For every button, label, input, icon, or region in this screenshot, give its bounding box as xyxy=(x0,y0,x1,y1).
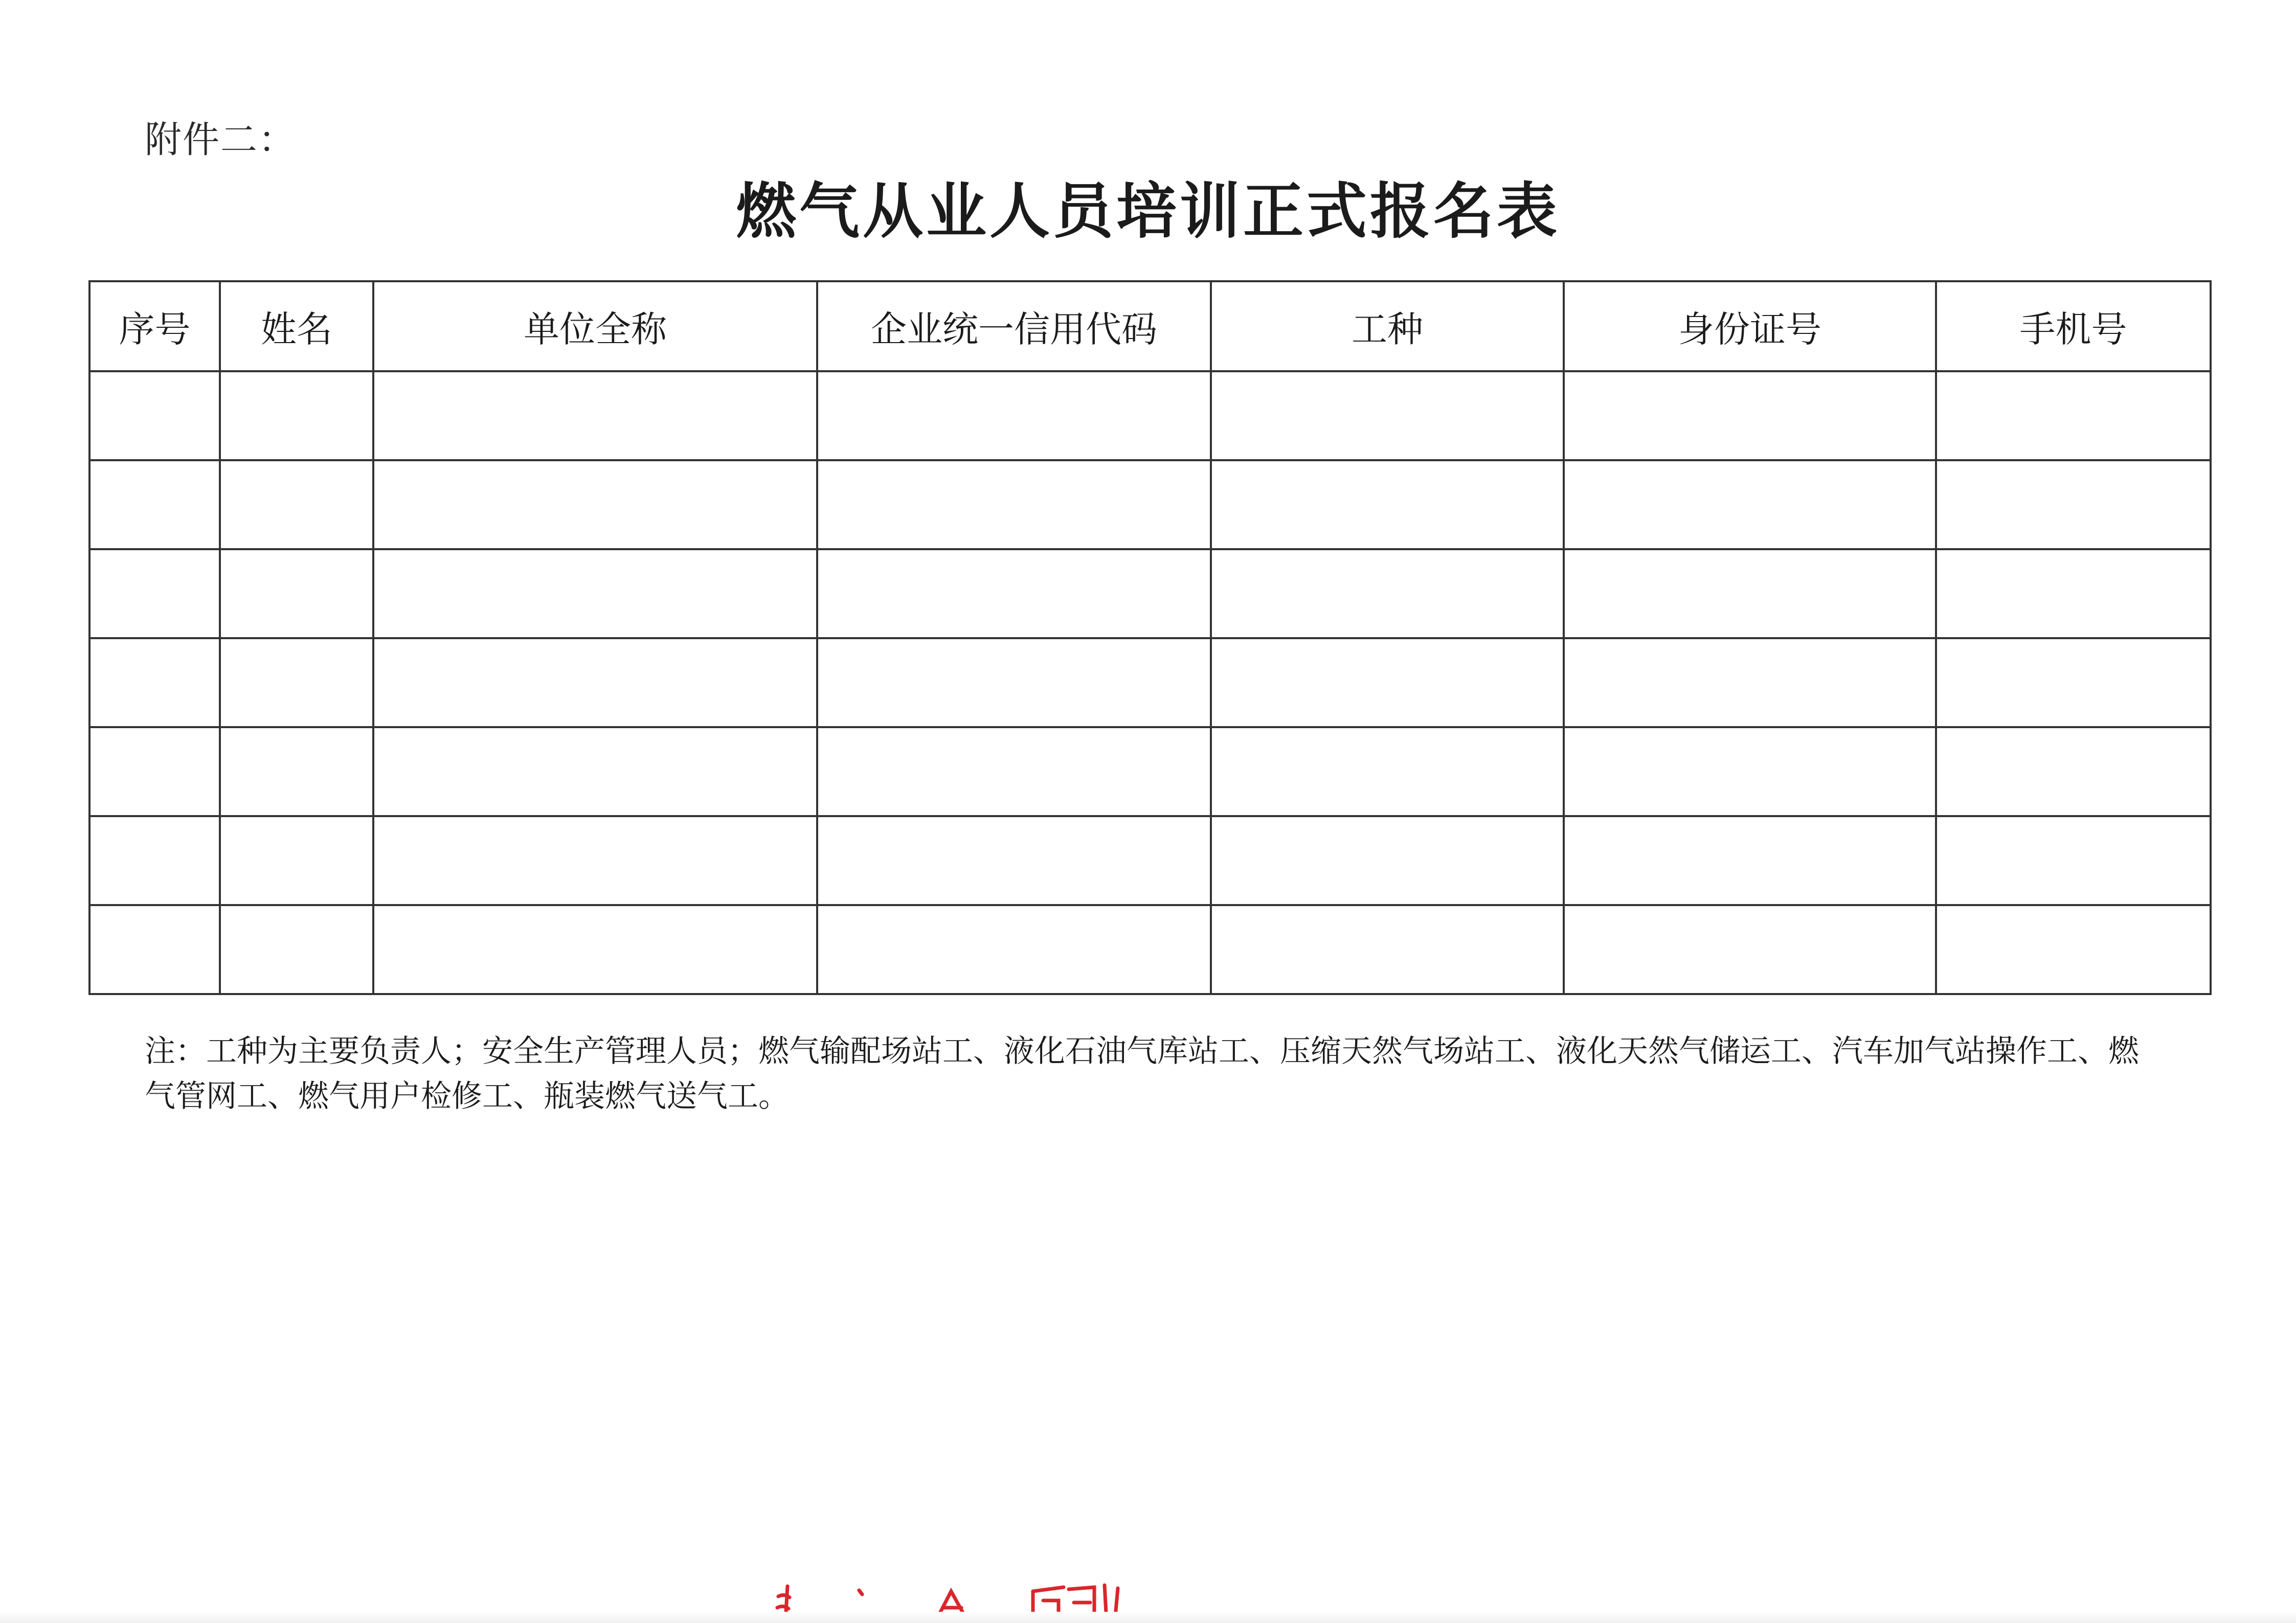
table-cell[interactable] xyxy=(373,905,817,994)
table-cell[interactable] xyxy=(1936,816,2211,905)
table-cell[interactable] xyxy=(1564,727,1936,816)
table-cell[interactable] xyxy=(89,727,220,816)
table-cell[interactable] xyxy=(1936,371,2211,460)
table-cell[interactable] xyxy=(89,816,220,905)
scan-bottom-edge xyxy=(0,1612,2296,1623)
column-header-serial-number: 序号 xyxy=(89,281,220,371)
table-cell[interactable] xyxy=(373,371,817,460)
table-cell[interactable] xyxy=(89,905,220,994)
column-header-credit-code: 企业统一信用代码 xyxy=(817,281,1211,371)
table-cell[interactable] xyxy=(373,460,817,549)
job-type-note: 注：工种为主要负责人；安全生产管理人员；燃气输配场站工、液化石油气库站工、压缩天然气场站工、液化天然气储运工、汽车加气站操作工、燃气管网工、燃气用户检修工、瓶装燃气送气工。 xyxy=(145,1033,2139,1114)
table-cell[interactable] xyxy=(1564,638,1936,727)
table-cell[interactable] xyxy=(1936,638,2211,727)
table-cell[interactable] xyxy=(817,638,1211,727)
table-cell[interactable] xyxy=(1211,727,1564,816)
table-cell[interactable] xyxy=(373,638,817,727)
table-cell[interactable] xyxy=(220,727,373,816)
table-cell[interactable] xyxy=(1211,460,1564,549)
table-cell[interactable] xyxy=(220,371,373,460)
table-row xyxy=(89,727,2211,816)
table-row xyxy=(89,460,2211,549)
column-header-id-number: 身份证号 xyxy=(1564,281,1936,371)
table-header-row xyxy=(89,281,2211,371)
table-cell[interactable] xyxy=(1564,460,1936,549)
table-cell[interactable] xyxy=(1936,905,2211,994)
table-cell[interactable] xyxy=(373,549,817,638)
table-cell[interactable] xyxy=(1564,816,1936,905)
table-cell[interactable] xyxy=(89,549,220,638)
table-cell[interactable] xyxy=(817,727,1211,816)
table-cell[interactable] xyxy=(89,371,220,460)
table-cell[interactable] xyxy=(220,549,373,638)
table-row xyxy=(89,816,2211,905)
table-row xyxy=(89,371,2211,460)
table-row xyxy=(89,549,2211,638)
table-row xyxy=(89,905,2211,994)
table-cell[interactable] xyxy=(1211,371,1564,460)
table-cell[interactable] xyxy=(89,460,220,549)
column-header-mobile-number: 手机号 xyxy=(1936,281,2211,371)
table-cell[interactable] xyxy=(1936,727,2211,816)
table-cell[interactable] xyxy=(1936,549,2211,638)
table-cell[interactable] xyxy=(373,727,817,816)
table-body xyxy=(89,371,2211,994)
table-cell[interactable] xyxy=(1211,905,1564,994)
page-title: 燃气从业人员培训正式报名表 xyxy=(735,176,1560,246)
table-cell[interactable] xyxy=(817,460,1211,549)
table-cell[interactable] xyxy=(220,905,373,994)
table-cell[interactable] xyxy=(89,638,220,727)
table-cell[interactable] xyxy=(817,905,1211,994)
table-cell[interactable] xyxy=(220,638,373,727)
column-header-job-type: 工种 xyxy=(1211,281,1564,371)
column-header-name: 姓名 xyxy=(220,281,373,371)
table-cell[interactable] xyxy=(1564,549,1936,638)
table-row xyxy=(89,638,2211,727)
table-cell[interactable] xyxy=(220,816,373,905)
table-cell[interactable] xyxy=(817,816,1211,905)
registration-table xyxy=(88,280,2212,995)
table-cell[interactable] xyxy=(817,371,1211,460)
table-cell[interactable] xyxy=(817,549,1211,638)
column-header-organization-full-name: 单位全称 xyxy=(373,281,817,371)
table-cell[interactable] xyxy=(1564,371,1936,460)
table-cell[interactable] xyxy=(1211,816,1564,905)
attachment-label: 附件二： xyxy=(145,118,297,161)
table-cell[interactable] xyxy=(220,460,373,549)
table-cell[interactable] xyxy=(1211,638,1564,727)
registration-table-container xyxy=(88,280,2210,993)
table-cell[interactable] xyxy=(1211,549,1564,638)
table-cell[interactable] xyxy=(373,816,817,905)
table-cell[interactable] xyxy=(1564,905,1936,994)
table-cell[interactable] xyxy=(1936,460,2211,549)
